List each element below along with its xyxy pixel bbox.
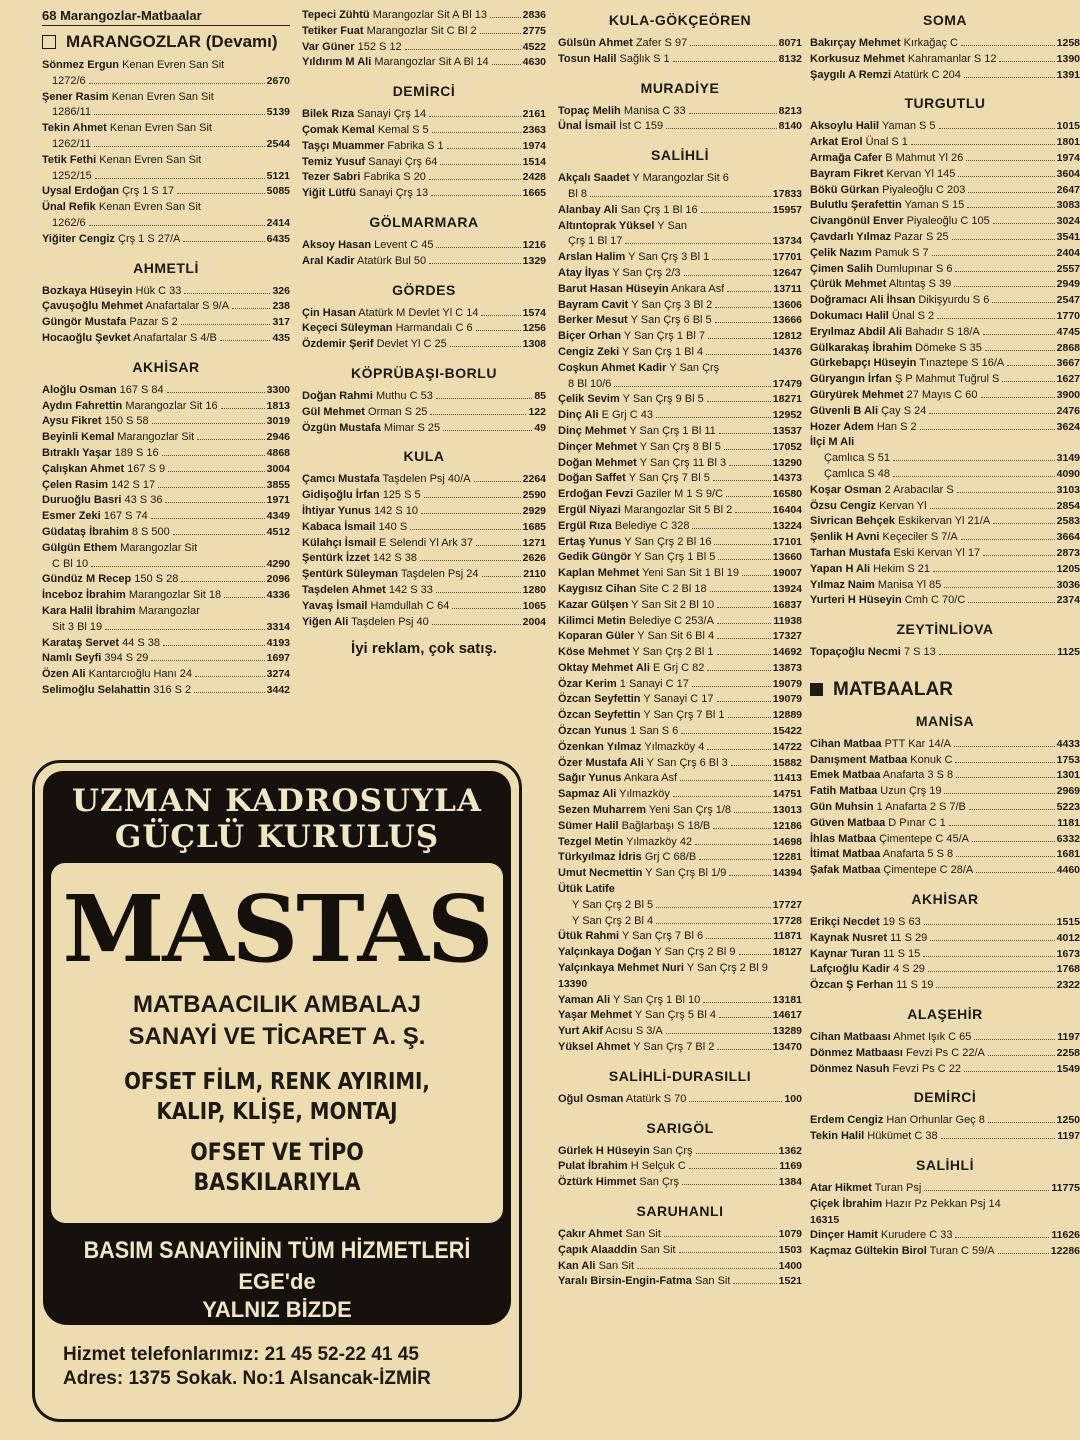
list-item: Uysal Erdoğan Çrş 1 S 17 5085 bbox=[42, 185, 290, 198]
running-head: 68 Marangozlar-Matbaalar bbox=[42, 8, 290, 26]
list-item: Yiğit Lütfü Sanayi Çrş 13 1665 bbox=[302, 187, 546, 200]
list-item: Danışment Matbaa Konuk C 1753 bbox=[810, 753, 1080, 766]
list-item: Armağa Cafer B Mahmut Yl 26 1974 bbox=[810, 151, 1080, 164]
list-item: Doğan Mehmet Y San Çrş 11 Bl 3 13290 bbox=[558, 456, 802, 469]
list-item: Pulat İbrahim H Selçuk C 1169 bbox=[558, 1160, 802, 1173]
list-item-continued: C Bl 10 4290 bbox=[52, 557, 290, 570]
ad-company-type: MATBAACILIK AMBALAJ SANAYİ VE TİCARET A. Ş. bbox=[128, 991, 426, 1050]
list-item: Bulutlu Şerafettin Yaman S 15 3083 bbox=[810, 199, 1080, 212]
list-item: Ergül Rıza Belediye C 328 13224 bbox=[558, 519, 802, 532]
list-item-continued: Sit 3 Bl 19 3314 bbox=[52, 620, 290, 633]
list-item: Tezgel Metin Yılmazköy 42 14698 bbox=[558, 835, 802, 848]
column-3 bbox=[558, 8, 802, 1290]
entry-list bbox=[810, 451, 1080, 483]
list-item: Arslan Halim Y San Çrş 3 Bl 1 17701 bbox=[558, 251, 802, 264]
list-item: Tekin Halil Hükümet C 38 1197 bbox=[810, 1130, 1080, 1143]
town-akhisar: AKHİSAR bbox=[132, 358, 200, 375]
list-item: Şentürk İzzet 142 S 38 2626 bbox=[302, 552, 546, 565]
list-item: Bıtraklı Yaşar 189 S 16 4868 bbox=[42, 446, 290, 459]
town-alasehir: ALAŞEHİR bbox=[907, 1006, 983, 1023]
list-item: Özcan Ş Ferhan 11 S 19 2322 bbox=[810, 979, 1080, 992]
list-item: Güryürek Mehmet 27 Mayıs C 60 3900 bbox=[810, 388, 1080, 401]
list-item: Tepeci Zühtü Marangozlar Sit A Bl 13 2836 bbox=[302, 9, 546, 21]
list-item: Var Güner 152 S 12 4522 bbox=[302, 40, 546, 53]
list-item: Karataş Servet 44 S 38 4193 bbox=[42, 636, 290, 649]
list-item: Çapık Alaaddin San Sit 1503 bbox=[558, 1243, 802, 1256]
list-item: Güngör Mustafa Pazar S 2 317 bbox=[42, 316, 290, 329]
list-item: Keçeci Süleyman Harmandalı C 6 1256 bbox=[302, 322, 546, 335]
list-item: Gürlek H Hüseyin San Çrş 1362 bbox=[558, 1144, 802, 1157]
list-item: Aral Kadir Atatürk Bul 50 1329 bbox=[302, 254, 546, 267]
list-item: Sezen Muharrem Yeni San Çrş 1/8 13013 bbox=[558, 804, 802, 817]
ad-band: BASIM SANAYİİNİN TÜM HİZMETLERİ EGE'de YALNIZ BİZDE bbox=[43, 1231, 511, 1325]
town-salihli-durasilli: SALİHLİ-DURASILLI bbox=[608, 1067, 752, 1084]
entry-list bbox=[302, 472, 546, 630]
list-item-continued: 1252/15 5121 bbox=[52, 169, 290, 182]
list-item: Yalçınkaya Doğan Y San Çrş 2 Bl 9 18127 bbox=[558, 946, 802, 959]
list-item: Çin Hasan Atatürk M Devlet Yl C 14 1574 bbox=[302, 306, 546, 319]
list-item-continued: Çrş 1 Bl 17 13734 bbox=[568, 235, 802, 248]
list-item: Ünal Refik Kenan Evren San Sit bbox=[42, 201, 201, 214]
list-item: Kazar Gülşen Y San Sit 2 Bl 10 16837 bbox=[558, 598, 802, 611]
town-turgutlu: TURGUTLU bbox=[904, 95, 986, 112]
list-item: Köse Mehmet Y San Çrş 2 Bl 1 14692 bbox=[558, 646, 802, 659]
list-item: Doğan Saffet Y San Çrş 7 Bl 5 14373 bbox=[558, 472, 802, 485]
list-item: Esmer Zeki 167 S 74 4349 bbox=[42, 510, 290, 523]
list-item: Kan Ali San Sit 1400 bbox=[558, 1259, 802, 1272]
list-item: Koparan Güler Y San Sit 6 Bl 4 17327 bbox=[558, 630, 802, 643]
list-item: Yiğiter Cengiz Çrş 1 S 27/A 6435 bbox=[42, 232, 290, 245]
list-item-continued: Bl 8 17833 bbox=[568, 187, 802, 200]
list-item: Güryangın İrfan Ş P Mahmut Tuğrul S 1627 bbox=[810, 373, 1080, 386]
list-item: Çomak Kemal Kemal S 5 2363 bbox=[302, 123, 546, 136]
list-item: Çalışkan Ahmet 167 S 9 3004 bbox=[42, 462, 290, 475]
list-item: Civangönül Enver Piyaleoğlu C 105 3024 bbox=[810, 215, 1080, 228]
list-item: Topaçoğlu Necmi 7 S 13 1125 bbox=[810, 646, 1080, 659]
list-item: Emek Matbaa Anafarta 3 S 8 1301 bbox=[810, 769, 1080, 782]
list-item: Bakırçay Mehmet Kırkağaç C 1258 bbox=[810, 37, 1080, 49]
list-item: Külahçı İsmail E Selendi Yl Ark 37 1271 bbox=[302, 536, 546, 549]
list-item: Taşçı Muammer Fabrika S 1 1974 bbox=[302, 139, 546, 152]
list-item: Barut Hasan Hüseyin Ankara Asf 13711 bbox=[558, 282, 802, 295]
list-item: Cihan Matbaa PTT Kar 14/A 4433 bbox=[810, 737, 1080, 750]
list-item: Korkusuz Mehmet Kahramanlar S 12 1390 bbox=[810, 52, 1080, 65]
list-item: Öztürk Himmet San Çrş 1384 bbox=[558, 1176, 802, 1189]
entry-list bbox=[558, 104, 802, 136]
list-item: Gürkebapçı Hüseyin Tınaztepe S 16/A 3667 bbox=[810, 357, 1080, 370]
list-item-continued: 1262/6 2414 bbox=[52, 216, 290, 229]
list-item: Erdem Cengiz Han Orhunlar Geç 8 1250 bbox=[810, 1114, 1080, 1127]
town-salihli: SALİHLİ bbox=[651, 147, 709, 164]
list-item: Gündüz M Recep 150 S 28 2096 bbox=[42, 573, 290, 586]
town-demirci-matbaa: DEMİRCİ bbox=[913, 1089, 977, 1106]
list-item: Çelik Sevim Y San Çrş 9 Bl 5 18271 bbox=[558, 393, 802, 406]
list-item: Yaralı Birsin-Engin-Fatma San Sit 1521 bbox=[558, 1275, 802, 1288]
list-item: Y San Çrş 2 Bl 5 17727 bbox=[572, 898, 802, 911]
entry-list bbox=[810, 1113, 1080, 1145]
column-2 bbox=[302, 8, 546, 657]
list-item: Aksoylu Halil Yaman S 5 1015 bbox=[810, 120, 1080, 133]
list-item: Topaç Melih Manisa C 33 8213 bbox=[558, 104, 802, 117]
list-item: Çavdarlı Yılmaz Pazar S 25 3541 bbox=[810, 230, 1080, 243]
list-item: Taşdelen Ahmet 142 S 33 1280 bbox=[302, 583, 546, 596]
list-item: Çamcı Mustafa Taşdelen Psj 40/A 2264 bbox=[302, 473, 546, 486]
list-item: Dönmez Nasuh Fevzi Ps C 22 1549 bbox=[810, 1062, 1080, 1075]
list-item: Kabaca İsmail 140 S 1685 bbox=[302, 520, 546, 533]
town-muradiye: MURADİYE bbox=[640, 79, 720, 96]
list-item: Aydın Fahrettin Marangozlar Sit 16 1813 bbox=[42, 399, 290, 412]
list-item: Çamlıca S 48 4090 bbox=[824, 467, 1080, 480]
list-item: Tosun Halil Sağlık S 1 8132 bbox=[558, 52, 802, 65]
column-1 bbox=[42, 8, 290, 699]
list-item: Erdoğan Fevzi Gaziler M 1 S 9/C 16580 bbox=[558, 488, 802, 501]
list-item: Berker Mesut Y San Çrş 6 Bl 5 13666 bbox=[558, 314, 802, 327]
town-salihli-matbaa: SALİHLİ bbox=[916, 1157, 974, 1174]
entry-list bbox=[810, 483, 1080, 609]
entry-list bbox=[558, 929, 802, 961]
list-item: Gülgün Ethem Marangozlar Sit bbox=[42, 541, 198, 554]
list-item: Selimoğlu Selahattin 316 S 2 3442 bbox=[42, 683, 290, 696]
list-item: Altıntoprak Yüksel Y San bbox=[558, 219, 688, 232]
town-soma: SOMA bbox=[923, 12, 967, 28]
list-item: Kaygısız Cihan Site C 2 Bl 18 13924 bbox=[558, 582, 802, 595]
list-item: Namlı Seyfi 394 S 29 1697 bbox=[42, 652, 290, 665]
list-item: Akçalı Saadet Y Marangozlar Sit 6 bbox=[558, 172, 729, 185]
column-4 bbox=[810, 8, 1080, 1260]
list-item: Çürük Mehmet Altıntaş S 39 2949 bbox=[810, 278, 1080, 291]
list-item: Çiçek İbrahim Hazır Pz Pekkan Psj 14 bbox=[810, 1197, 1001, 1210]
list-item: Kaynak Nusret 11 S 29 4012 bbox=[810, 931, 1080, 944]
list-item: Erikçi Necdet 19 S 63 1515 bbox=[810, 916, 1080, 929]
list-item: Tezer Sabri Fabrika S 20 2428 bbox=[302, 171, 546, 184]
list-item: Beyinli Kemal Marangozlar Sit 2946 bbox=[42, 431, 290, 444]
entry-list bbox=[558, 1092, 802, 1108]
list-item: Atar Hikmet Turan Psj 11775 bbox=[810, 1182, 1080, 1195]
list-item: Gedik Güngör Y San Çrş 1 Bl 5 13660 bbox=[558, 551, 802, 564]
list-item: Özcan Yunus 1 San S 6 15422 bbox=[558, 725, 802, 738]
list-item: Biçer Orhan Y San Çrş 1 Bl 7 12812 bbox=[558, 330, 802, 343]
list-item: Doğramacı Ali İhsan Dikişyurdu S 6 2547 bbox=[810, 294, 1080, 307]
list-item: Y San Çrş 2 Bl 4 17728 bbox=[572, 914, 802, 927]
list-item: Çelen Rasim 142 S 17 3855 bbox=[42, 478, 290, 491]
list-item: Yalçınkaya Mehmet Nuri Y San Çrş 2 Bl 9 bbox=[558, 962, 768, 975]
ad-address: Adres: 1375 Sokak. No:1 Alsancak-İZMİR bbox=[63, 1368, 431, 1389]
list-item: Cengiz Zeki Y San Çrş 1 Bl 4 14376 bbox=[558, 345, 802, 358]
square-outline-icon bbox=[42, 35, 56, 49]
list-item: Sivrican Behçek Eskikervan Yl 21/A 2583 bbox=[810, 515, 1080, 528]
entry-list bbox=[558, 1227, 802, 1290]
list-item: Çamlıca S 51 3149 bbox=[824, 452, 1080, 465]
list-item: Ergül Niyazi Marangozlar Sit 5 Bl 2 16404 bbox=[558, 503, 802, 516]
list-item: Şaygılı A Remzi Atatürk C 204 1391 bbox=[810, 68, 1080, 81]
list-item: Gülkarakaş İbrahim Dömeke S 35 2868 bbox=[810, 341, 1080, 354]
entry-list bbox=[810, 1030, 1080, 1077]
list-item: Doğan Rahmi Muthu C 53 85 bbox=[302, 389, 546, 402]
list-item: Özdemir Şerif Devlet Yl C 25 1308 bbox=[302, 338, 546, 351]
list-item: İlçi M Ali bbox=[810, 436, 855, 449]
list-item: Aloğlu Osman 167 S 84 3300 bbox=[42, 383, 290, 396]
list-item: Aksoy Hasan Levent C 45 1216 bbox=[302, 238, 546, 251]
list-item: Yaşar Mehmet Y San Çrş 5 Bl 4 14617 bbox=[558, 1009, 802, 1022]
list-item: Lafçıoğlu Kadir 4 S 29 1768 bbox=[810, 963, 1080, 976]
list-item: Şentürk Süleyman Taşdelen Psj 24 2110 bbox=[302, 568, 546, 581]
list-item: Şafak Matbaa Çimentepe C 28/A 4460 bbox=[810, 864, 1080, 877]
list-item: Gidişoğlu İrfan 125 S 5 2590 bbox=[302, 489, 546, 502]
entry-list bbox=[302, 107, 546, 202]
list-item: Türkyılmaz İdris Grj C 68/B 12281 bbox=[558, 851, 802, 864]
list-item: İhlas Matbaa Çimentepe C 45/A 6332 bbox=[810, 832, 1080, 845]
town-kula-gokceoren: KULA-GÖKÇEÖREN bbox=[608, 12, 752, 28]
list-item: İtimat Matbaa Anafarta 5 S 8 1681 bbox=[810, 848, 1080, 861]
town-koprubasi-borlu: KÖPRÜBAŞI-BORLU bbox=[351, 364, 497, 381]
entry-list bbox=[558, 1144, 802, 1191]
entry-list bbox=[302, 306, 546, 353]
entry-list bbox=[810, 737, 1080, 879]
list-item: Güvenli B Ali Çay S 24 2476 bbox=[810, 404, 1080, 417]
list-item: Yüksel Ahmet Y San Çrş 7 Bl 2 13470 bbox=[558, 1041, 802, 1054]
list-item: Tarhan Mustafa Eski Kervan Yl 17 2873 bbox=[810, 546, 1080, 559]
entry-list bbox=[302, 389, 546, 436]
entry-list bbox=[42, 383, 290, 699]
list-item: Kaçmaz Gültekin Birol Turan C 59/A 12286 bbox=[810, 1245, 1080, 1258]
list-item: Arkat Erol Ünal S 1 1801 bbox=[810, 136, 1080, 149]
ad-headline: UZMAN KADROSUYLA GÜÇLÜ KURULUŞ bbox=[72, 783, 482, 855]
entry-list bbox=[558, 171, 802, 882]
entry-list bbox=[558, 993, 802, 1056]
entry-list bbox=[42, 284, 290, 347]
town-gordes: GÖRDES bbox=[392, 281, 456, 298]
list-item: Oktay Mehmet Ali E Grj C 82 13873 bbox=[558, 661, 802, 674]
list-item: Tetik Fethi Kenan Evren San Sit bbox=[42, 153, 202, 166]
list-item: Dinç Ali E Grj C 43 12952 bbox=[558, 409, 802, 422]
list-item: Yılmaz Naim Manisa Yl 85 3036 bbox=[810, 578, 1080, 591]
town-ahmetli: AHMETLİ bbox=[133, 259, 199, 276]
section-head-marangozlar: MARANGOZLAR (Devamı) bbox=[42, 32, 290, 52]
ad-brand: MASTAS bbox=[62, 875, 492, 983]
list-item: Yurt Akif Acısu S 3/A 13289 bbox=[558, 1025, 802, 1038]
list-item: Sağır Yunus Ankara Asf 11413 bbox=[558, 772, 802, 785]
town-golmarmara: GÖLMARMARA bbox=[369, 213, 479, 230]
list-item: Bayram Cavit Y San Çrş 3 Bl 2 13606 bbox=[558, 298, 802, 311]
list-item: Kilimci Metin Belediye C 253/A 11938 bbox=[558, 614, 802, 627]
list-item: Özer Mustafa Ali Y San Çrş 6 Bl 3 15882 bbox=[558, 756, 802, 769]
list-item: Yiğen Ali Taşdelen Psj 40 2004 bbox=[302, 615, 546, 628]
list-item: Bayram Fikret Kervan Yl 145 3604 bbox=[810, 167, 1080, 180]
square-filled-icon bbox=[810, 683, 823, 696]
ad-panel bbox=[51, 863, 503, 1223]
list-item: Gül Mehmet Orman S 25 122 bbox=[302, 405, 546, 418]
town-sarigol: SARIGÖL bbox=[646, 1119, 714, 1136]
entry-list bbox=[302, 8, 546, 71]
list-item: Güven Matbaa D Pınar C 1 1181 bbox=[810, 816, 1080, 829]
list-item: Fatih Matbaa Uzun Çrş 19 2969 bbox=[810, 785, 1080, 798]
list-item: Özsu Cengiz Kervan Yl 2854 bbox=[810, 499, 1080, 512]
entry-list bbox=[810, 1181, 1080, 1197]
entry-list bbox=[810, 645, 1080, 661]
entry-list bbox=[810, 1228, 1080, 1260]
list-item: Özcan Seyfettin Y Sanayi C 17 19079 bbox=[558, 693, 802, 706]
list-item: Çakır Ahmet San Sit 1079 bbox=[558, 1228, 802, 1240]
ad-contact bbox=[63, 1343, 431, 1391]
list-item: Özenkan Yılmaz Yılmazköy 4 14722 bbox=[558, 740, 802, 753]
entry-list bbox=[42, 58, 290, 248]
list-item: Atay İlyas Y San Çrş 2/3 12647 bbox=[558, 266, 802, 279]
list-item: Sönmez Ergun Kenan Evren San Sit bbox=[42, 59, 225, 71]
list-item: Temiz Yusuf Sanayi Çrş 64 1514 bbox=[302, 155, 546, 168]
list-item: Yavaş İsmail Hamdullah C 64 1065 bbox=[302, 599, 546, 612]
list-item: 13390 bbox=[558, 977, 588, 990]
entry-list bbox=[558, 898, 802, 930]
list-item-continued: 8 Bl 10/6 17479 bbox=[568, 377, 802, 390]
town-akhisar-matbaa: AKHİSAR bbox=[911, 891, 979, 908]
list-item: Dönmez Matbaası Fevzi Ps C 22/A 2258 bbox=[810, 1046, 1080, 1059]
town-saruhanli: SARUHANLI bbox=[636, 1203, 724, 1219]
list-item: Çimen Salih Dumlupınar S 6 2557 bbox=[810, 262, 1080, 275]
list-item-continued: 1272/6 2670 bbox=[52, 74, 290, 87]
list-item: Dinçer Mehmet Y San Çrş 8 Bl 5 17052 bbox=[558, 440, 802, 453]
list-item: Bilek Rıza Sanayi Çrş 14 2161 bbox=[302, 108, 546, 121]
list-item: Yurteri H Hüseyin Cmh C 70/C 2374 bbox=[810, 594, 1080, 607]
list-item: Dinçer Hamit Kurudere C 33 11626 bbox=[810, 1229, 1080, 1242]
list-item-continued: 1262/11 2544 bbox=[52, 137, 290, 150]
ad-services: OFSET FİLM, RENK AYIRIMI, KALIP, KLİŞE, MONTAJ bbox=[124, 1069, 430, 1125]
ad-header-block bbox=[43, 771, 511, 1231]
list-item: Ütük Rahmi Y San Çrş 7 Bl 6 11871 bbox=[558, 930, 802, 943]
slogan: İyi reklam, çok satış. bbox=[351, 640, 497, 658]
list-item: 16315 bbox=[810, 1213, 840, 1226]
list-item: Cihan Matbaası Ahmet Işık C 65 1197 bbox=[810, 1031, 1080, 1044]
list-item: Kaynar Turan 11 S 15 1673 bbox=[810, 947, 1080, 960]
entry-list bbox=[302, 238, 546, 270]
entry-list bbox=[558, 36, 802, 68]
list-item: Yapan H Ali Hekim S 21 1205 bbox=[810, 562, 1080, 575]
town-zeytinliova: ZEYTİNLİOVA bbox=[896, 621, 994, 638]
ad-print-types: OFSET VE TİPO BASKILARIYLA bbox=[190, 1138, 364, 1196]
list-item: Dinç Mehmet Y San Çrş 1 Bl 11 13537 bbox=[558, 424, 802, 437]
list-item: Özgün Mustafa Mimar S 25 49 bbox=[302, 421, 546, 434]
list-item: Tekin Ahmet Kenan Evren San Sit bbox=[42, 122, 212, 135]
list-item: Tetiker Fuat Marangozlar Sit C Bl 2 2775 bbox=[302, 24, 546, 37]
list-item: Kara Halil İbrahim Marangozlar bbox=[42, 604, 200, 617]
list-item: Şenlik H Avni Keçeciler S 7/A 3664 bbox=[810, 531, 1080, 544]
list-item: Özar Kerim 1 Sanayi C 17 19079 bbox=[558, 677, 802, 690]
entry-list bbox=[810, 119, 1080, 435]
town-demirci: DEMİRCİ bbox=[392, 83, 456, 100]
list-item-continued: 1286/11 5139 bbox=[52, 106, 290, 119]
list-item: Sümer Halil Bağlarbaşı S 18/B 12186 bbox=[558, 819, 802, 832]
list-item: Özen Ali Kantarcıoğlu Hanı 24 3274 bbox=[42, 668, 290, 681]
list-item: Alanbay Ali San Çrş 1 Bl 16 15957 bbox=[558, 203, 802, 216]
list-item: Hocaoğlu Şevket Anafartalar S 4/B 435 bbox=[42, 331, 290, 344]
list-item: Gülsün Ahmet Zafer S 97 8071 bbox=[558, 37, 802, 49]
list-item: Koşar Osman 2 Arabacılar S 3103 bbox=[810, 483, 1080, 496]
list-item: Yaman Ali Y San Çrş 1 Bl 10 13181 bbox=[558, 993, 802, 1006]
town-manisa: MANİSA bbox=[915, 712, 975, 729]
entry-list bbox=[810, 36, 1080, 83]
list-item: Hozer Adem Han S 2 3624 bbox=[810, 420, 1080, 433]
list-item: Aysu Fikret 150 S 58 3019 bbox=[42, 415, 290, 428]
list-item: Duruoğlu Basri 43 S 36 1971 bbox=[42, 494, 290, 507]
list-item: Ütük Latife bbox=[558, 883, 615, 896]
list-item: Umut Necmettin Y San Çrş Bl 1/9 14394 bbox=[558, 867, 802, 880]
list-item: Bozkaya Hüseyin Hük C 33 326 bbox=[42, 284, 290, 297]
list-item: Şener Rasim Kenan Evren San Sit bbox=[42, 90, 214, 103]
list-item: Sapmaz Ali Yılmazköy 14751 bbox=[558, 788, 802, 801]
list-item: Kaplan Mehmet Yeni San Sit 1 Bl 19 19007 bbox=[558, 567, 802, 580]
list-item: Özcan Seyfettin Y San Çrş 7 Bl 1 12889 bbox=[558, 709, 802, 722]
list-item: Yıldırım M Ali Marangozlar Sit A Bl 14 4630 bbox=[302, 56, 546, 69]
list-item: Eryılmaz Abdil Ali Bahadır S 18/A 4745 bbox=[810, 325, 1080, 338]
town-kula: KULA bbox=[403, 448, 445, 465]
ad-phone: Hizmet telefonlarımız: 21 45 52-22 41 45 bbox=[63, 1344, 419, 1365]
list-item: Çavuşoğlu Mehmet Anafartalar S 9/A 238 bbox=[42, 300, 290, 313]
list-item: Coşkun Ahmet Kadir Y San Çrş bbox=[558, 361, 720, 374]
list-item: Dokumacı Halil Ünal S 2 1770 bbox=[810, 309, 1080, 322]
list-item: Güdataş İbrahim 8 S 500 4512 bbox=[42, 525, 290, 538]
list-item: Ertaş Yunus Y San Çrş 2 Bl 16 17101 bbox=[558, 535, 802, 548]
list-item: İhtiyar Yunus 142 S 10 2929 bbox=[302, 504, 546, 517]
list-item: İnceboz İbrahim Marangozlar Sit 18 4336 bbox=[42, 589, 290, 602]
list-item: Bökü Gürkan Piyaleoğlu C 203 2647 bbox=[810, 183, 1080, 196]
list-item: Ünal İsmail İst C 159 8140 bbox=[558, 120, 802, 133]
entry-list bbox=[810, 915, 1080, 994]
list-item: Oğul Osman Atatürk S 70 100 bbox=[558, 1092, 802, 1105]
mastas-advertisement bbox=[32, 760, 522, 1422]
list-item: Çelik Nazım Pamuk S 7 2404 bbox=[810, 246, 1080, 259]
section-head-matbaalar: MATBAALAR bbox=[810, 679, 1080, 701]
list-item: Gün Muhsin 1 Anafarta 2 S 7/B 5223 bbox=[810, 801, 1080, 814]
